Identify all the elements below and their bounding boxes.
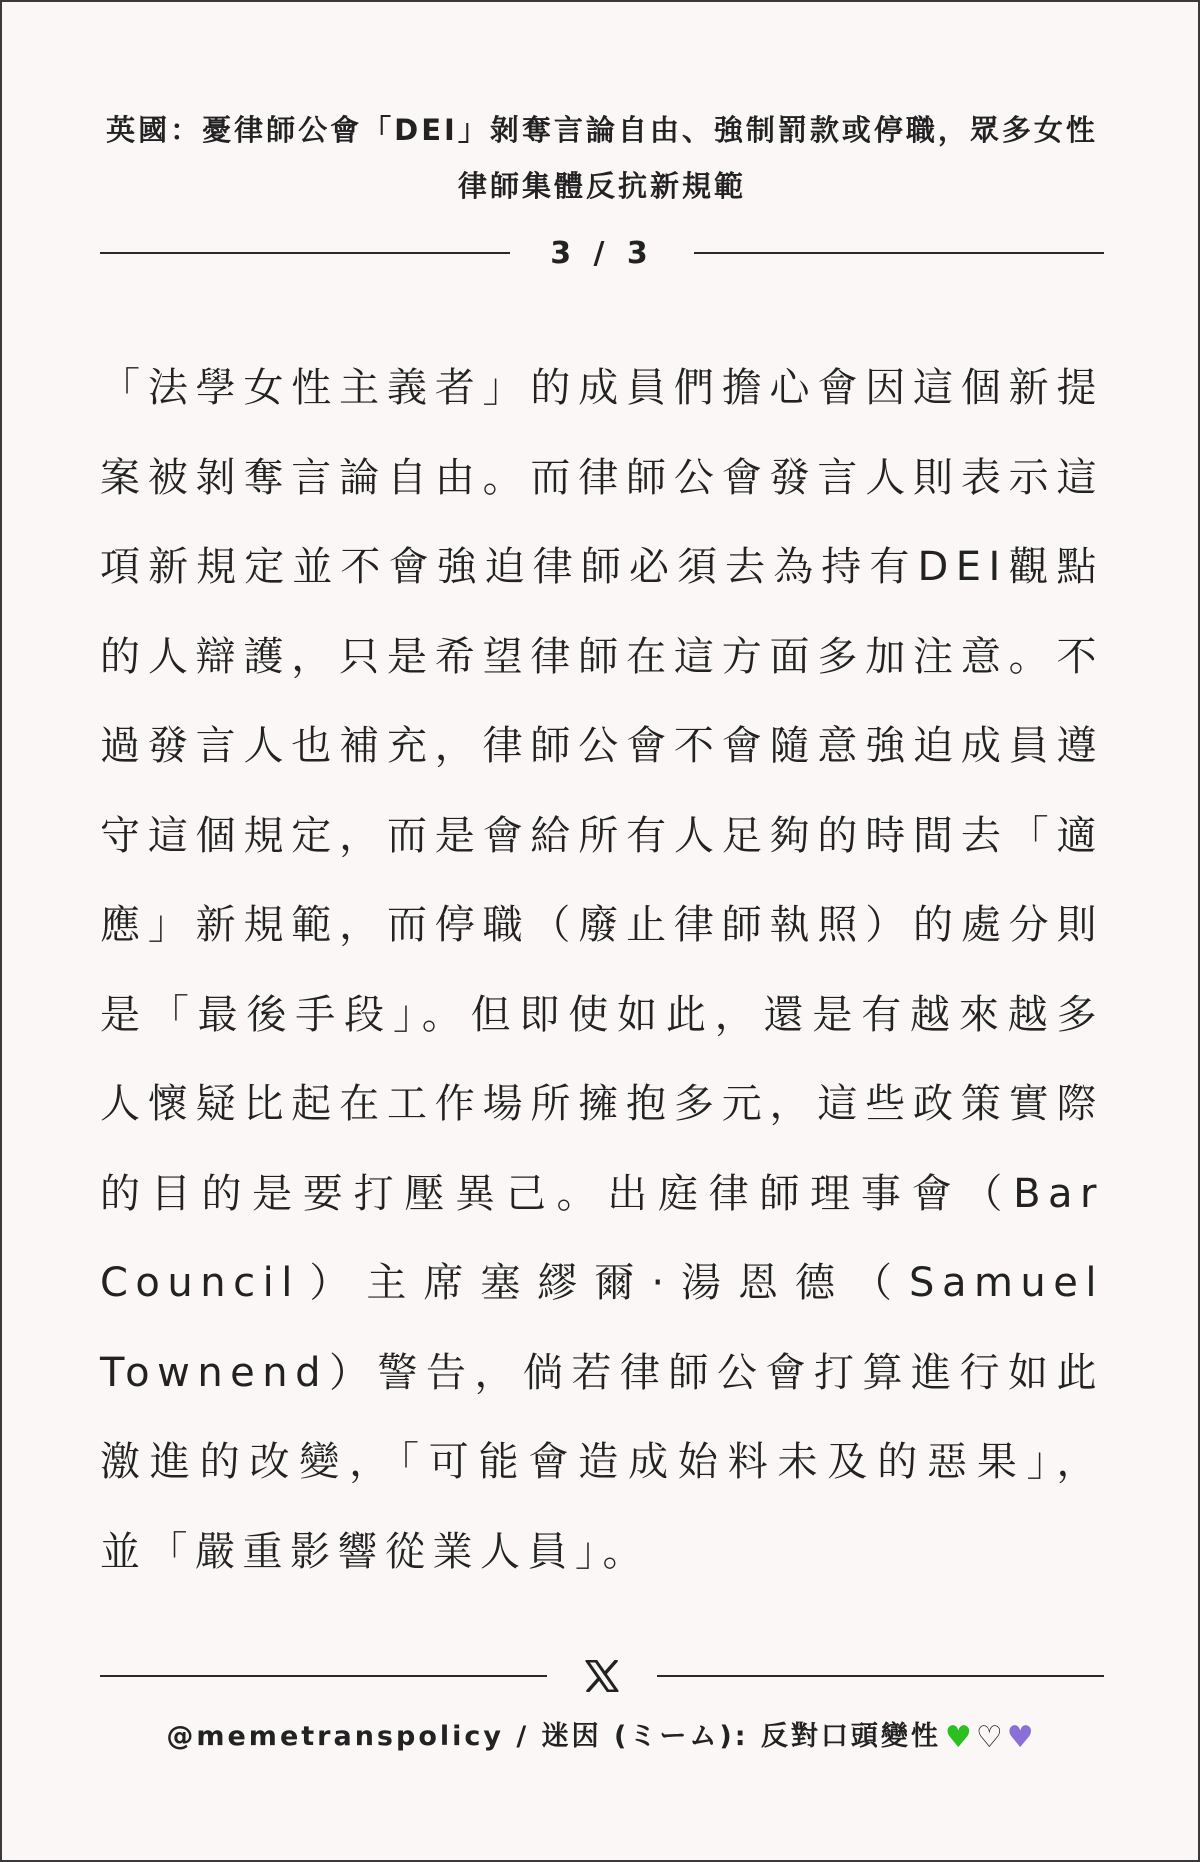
footer-line-left — [100, 1675, 547, 1677]
green-heart-icon: ♥ — [944, 1720, 972, 1755]
footer-divider — [100, 1656, 1104, 1696]
footer-line-right — [657, 1675, 1104, 1677]
header-divider — [100, 233, 1104, 273]
page-indicator: 3 / 3 — [550, 235, 654, 271]
white-heart-icon: ♡ — [975, 1720, 1003, 1755]
credit-text: @memetranspolicy / 迷因 (ミーム): 反對口頭變性 — [166, 1721, 941, 1752]
purple-heart-icon: ♥ — [1006, 1720, 1034, 1755]
article-title: 英國：憂律師公會「DEI」剝奪言論自由、強制罰款或停職，眾多女性律師集體反抗新規範 — [106, 113, 1098, 203]
footer-credit — [2, 1714, 1198, 1755]
x-logo-icon — [547, 1660, 657, 1692]
article-body: 「法學女性主義者」的成員們擔心會因這個新提案被剝奪言論自由。而律師公會發言人則表示這項新規定並不會強迫律師必須去為持有DEI觀點的人辯護，只是希望律師在這方面多加注意。不過發言人也補充，律師公會不會隨意強迫成員遵守這個規定，而是會給所有人足夠的時間去「適應」新規範，而停職（廢止律師執照）的處分則是「最後手段」。但即使如此，還是有越來越多人懷疑比起在工作場所擁抱多元，這些政策實際的目的是要打壓異己。出庭律師理事會（Bar Council）主席塞繆爾·湯恩德（Samuel Townend）警告，倘若律師公會打算進行如此激進的改變，「可能會造成始料未及的惡果」，並「嚴重影響從業人員」。 — [100, 365, 1104, 1575]
divider-line-left — [100, 252, 510, 254]
divider-line-right — [694, 252, 1104, 254]
